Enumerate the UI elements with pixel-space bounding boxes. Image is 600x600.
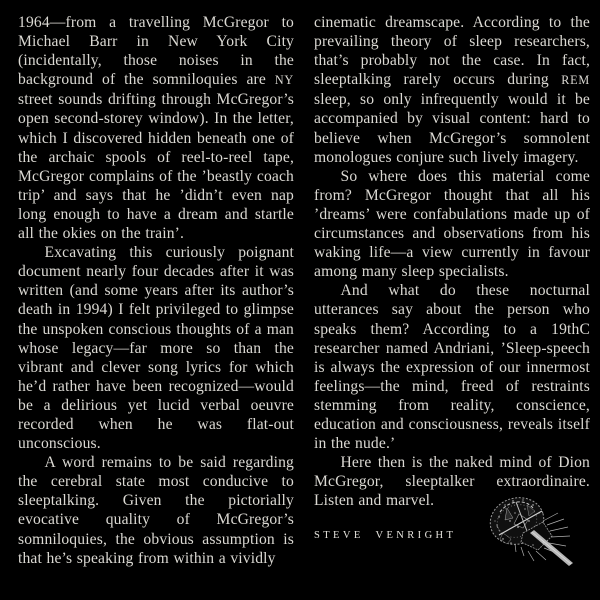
smallcaps-text: NY	[274, 73, 294, 88]
right-column-paragraphs	[314, 13, 590, 510]
left-column-paragraphs	[18, 13, 294, 568]
text-column-right	[314, 13, 590, 568]
text-column-left	[18, 13, 294, 568]
paragraph: And what do these nocturnal utterances say about the person who speaks them? According to a 19thC researcher named Andriani, ’Sleep-speech is always the expression of our innermost feelings—the mind, freed of restraints stemming from reality, conscience, education and consciousness, reveals itself in the nude.’	[314, 282, 590, 453]
paragraph: Here then is the naked mind of Dion McGregor, sleeptalker extraordinaire. Listen and marvel.	[314, 454, 590, 510]
paragraph: cinematic dreamscape. According to the prevailing theory of sleep researchers, that’s probably not the case. In fact, sleeptalking rarely occurs during REM sleep, so only infrequently would it be accompanied by visual content: hard to believe when McGregor’s somnolent monologues conjure such lively imagery.	[314, 14, 590, 166]
text-columns	[18, 13, 588, 568]
smallcaps-text: REM	[561, 73, 590, 88]
paragraph: A word remains to be said regarding the cerebral state most conducive to sleeptalking. Given the pictorially evocative quality of McGregor’s somniloquies, the obvious assumption is that he’s speaking from within a vividly	[18, 454, 294, 567]
horseshoe-crab-illustration	[485, 493, 575, 571]
horseshoe-crab-engraving-icon	[485, 493, 575, 571]
byline: STEVE VENRIGHT	[314, 530, 457, 542]
paragraph: Excavating this curiously poignant document nearly four decades after it was written (and some years after its author’s death in 1994) I felt privileged to glimpse the unspoken conscious thoughts of a man whose legacy—far more so than the vibrant and clever song lyrics for which he’d rather have been recognized—would be a delirious yet lucid verbal oeuvre recorded when he was flat-out unconscious.	[18, 244, 294, 453]
paragraph: 1964—from a travelling McGregor to Michael Barr in New York City (incidentally, those noises in the background of the somniloquies are NY street sounds drifting through McGregor’s open second-storey window). In the letter, which I discovered hidden beneath one of the archaic spools of reel-to-reel tape, McGregor complains of the ’beastly coach trip’ and says that he ’didn’t even nap long enough to have a dream and startle all the okies on the train’.	[18, 14, 294, 243]
paragraph: So where does this material come from? McGregor thought that all his ’dreams’ were confabulations made up of circumstances and observations from his waking life—a view currently in favour among many sleep specialists.	[314, 167, 590, 281]
